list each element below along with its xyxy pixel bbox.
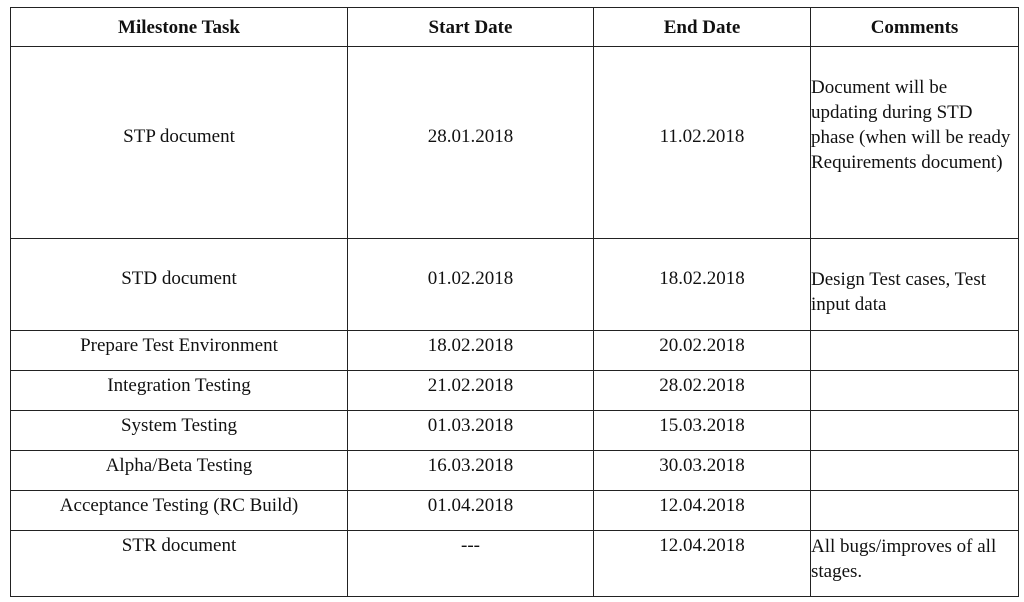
comment-cell: Document will be updating during STD phase (when will be ready Requirements document) bbox=[811, 47, 1019, 239]
table-row bbox=[11, 331, 1019, 371]
header-end-date: End Date bbox=[594, 8, 811, 47]
header-start-date: Start Date bbox=[348, 8, 594, 47]
task-cell: Acceptance Testing (RC Build) bbox=[11, 491, 348, 531]
end-date-cell: 20.02.2018 bbox=[594, 331, 811, 371]
table-row bbox=[11, 239, 1019, 331]
table-row bbox=[11, 491, 1019, 531]
table-row bbox=[11, 47, 1019, 239]
start-date-cell: 01.02.2018 bbox=[348, 239, 594, 331]
comment-cell bbox=[811, 331, 1019, 371]
task-cell: Integration Testing bbox=[11, 371, 348, 411]
task-cell: System Testing bbox=[11, 411, 348, 451]
end-date-cell: 12.04.2018 bbox=[594, 491, 811, 531]
comment-cell bbox=[811, 411, 1019, 451]
task-cell: STR document bbox=[11, 531, 348, 597]
task-cell: STD document bbox=[11, 239, 348, 331]
end-date-cell: 15.03.2018 bbox=[594, 411, 811, 451]
table-row bbox=[11, 451, 1019, 491]
start-date-cell: 16.03.2018 bbox=[348, 451, 594, 491]
end-date-cell: 12.04.2018 bbox=[594, 531, 811, 597]
header-comments: Comments bbox=[811, 8, 1019, 47]
end-date-cell: 18.02.2018 bbox=[594, 239, 811, 331]
table-row bbox=[11, 531, 1019, 597]
header-milestone-task: Milestone Task bbox=[11, 8, 348, 47]
task-cell: Prepare Test Environment bbox=[11, 331, 348, 371]
start-date-cell: 21.02.2018 bbox=[348, 371, 594, 411]
milestone-table bbox=[10, 7, 1019, 597]
task-cell: Alpha/Beta Testing bbox=[11, 451, 348, 491]
table-header-row bbox=[11, 8, 1019, 47]
table-row bbox=[11, 371, 1019, 411]
comment-cell bbox=[811, 491, 1019, 531]
comment-cell: Design Test cases, Test input data bbox=[811, 239, 1019, 331]
task-cell: STP document bbox=[11, 47, 348, 239]
comment-cell bbox=[811, 451, 1019, 491]
end-date-cell: 30.03.2018 bbox=[594, 451, 811, 491]
start-date-cell: 18.02.2018 bbox=[348, 331, 594, 371]
start-date-cell: 28.01.2018 bbox=[348, 47, 594, 239]
comment-cell: All bugs/improves of all stages. bbox=[811, 531, 1019, 597]
end-date-cell: 11.02.2018 bbox=[594, 47, 811, 239]
comment-cell bbox=[811, 371, 1019, 411]
start-date-cell: --- bbox=[348, 531, 594, 597]
start-date-cell: 01.03.2018 bbox=[348, 411, 594, 451]
table-row bbox=[11, 411, 1019, 451]
end-date-cell: 28.02.2018 bbox=[594, 371, 811, 411]
start-date-cell: 01.04.2018 bbox=[348, 491, 594, 531]
